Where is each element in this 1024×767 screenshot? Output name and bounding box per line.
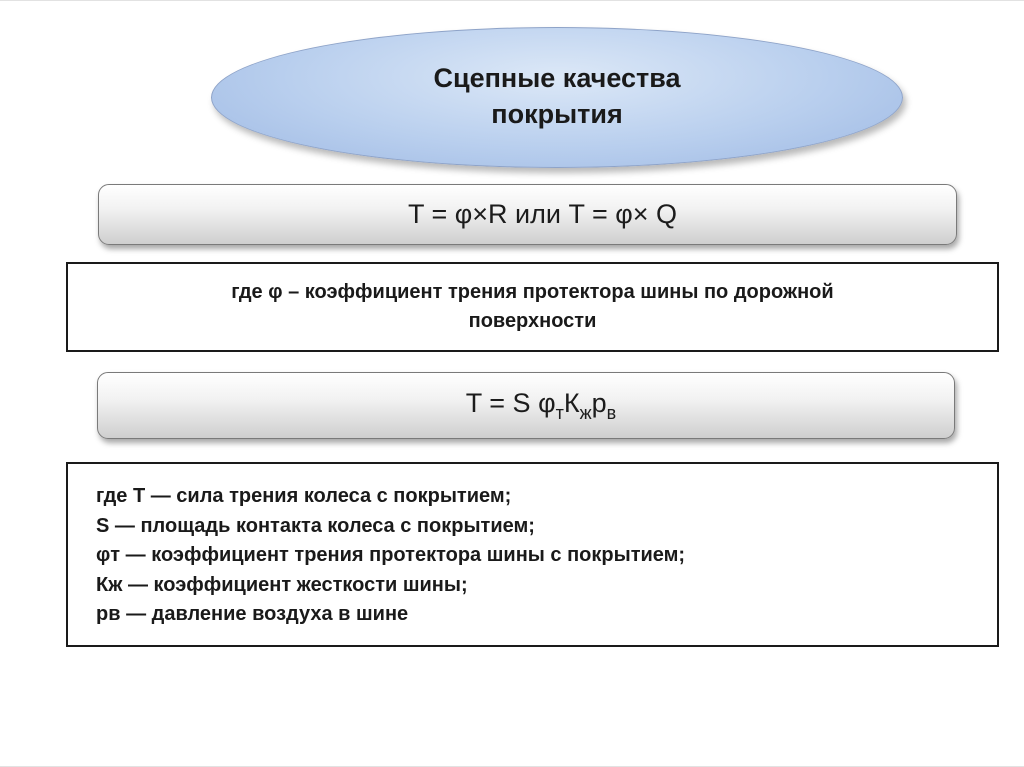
formula-2-subscript-v: в xyxy=(606,402,617,423)
top-divider xyxy=(0,0,1024,1)
formula-box-2 xyxy=(97,372,955,439)
formula-2-text xyxy=(466,388,616,424)
definition-line-phi-t: φт — коэффициент трения протектора шины с покрытием; xyxy=(96,544,686,566)
formula-2-main: T = S φ xyxy=(465,387,556,418)
phi-definition-line: где φ – коэффициент трения протектора шины по дорожной xyxy=(231,281,834,303)
definition-line-t: где Т — сила трения колеса с покрытием; xyxy=(96,485,512,507)
variables-definition-box xyxy=(66,462,999,647)
definition-line-p-v: рв — давление воздуха в шине xyxy=(96,603,409,625)
formula-box-1 xyxy=(98,184,957,245)
formula-2-p: р xyxy=(591,387,607,418)
definition-line-s: S — площадь контакта колеса с покрытием; xyxy=(96,514,535,537)
slide-title: Сцепные качества покрытия xyxy=(433,62,681,129)
formula-1-text: T = φ×R или T = φ× Q xyxy=(407,199,678,229)
phi-definition-box xyxy=(66,262,999,352)
formula-2-subscript-zh: ж xyxy=(579,402,592,423)
title-ellipse xyxy=(211,27,903,168)
formula-2-subscript-t: т xyxy=(555,402,564,423)
definition-line-k-zh: Кж — коэффициент жесткости шины; xyxy=(96,573,468,596)
phi-definition-line: поверхности xyxy=(468,310,597,332)
formula-2-k: К xyxy=(563,387,580,418)
